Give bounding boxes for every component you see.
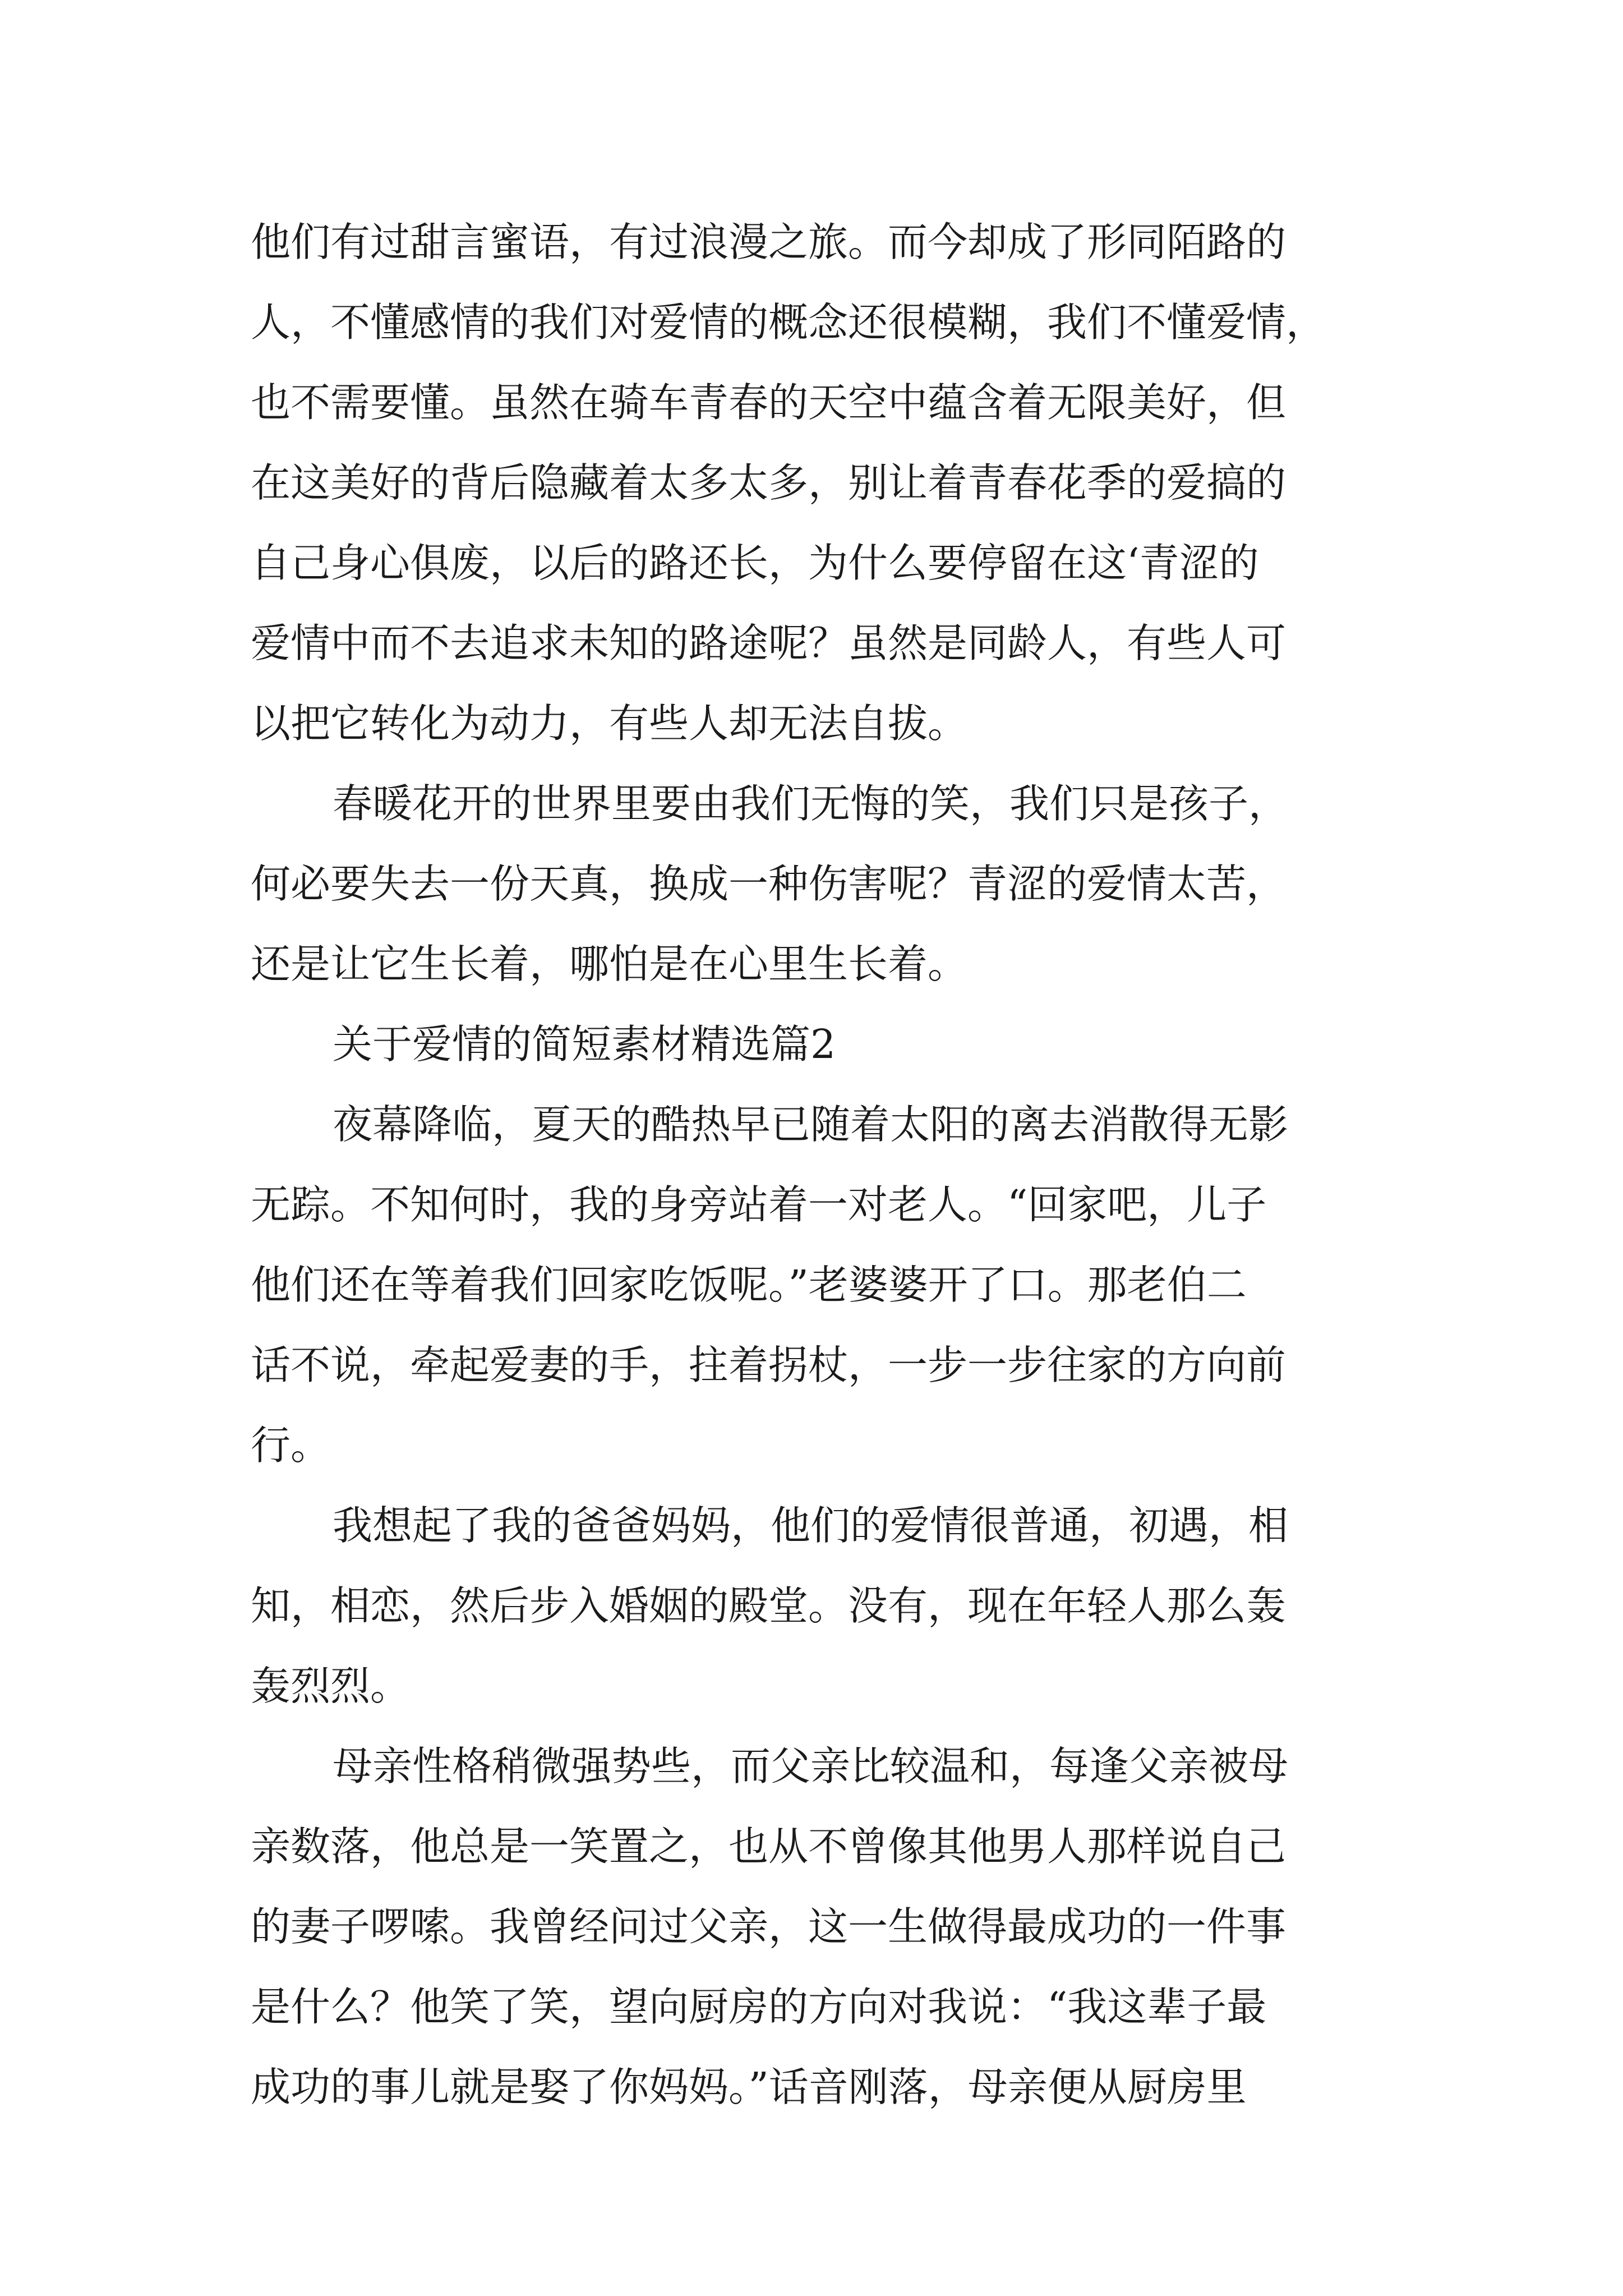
text-line: 他们还在等着我们回家吃饭呢。”老婆婆开了口。那老伯二 bbox=[251, 1262, 1247, 1308]
text-line: 何必要失去一份天真，换成一种伤害呢？青涩的爱情太苦， bbox=[251, 861, 1287, 907]
text-line: 在这美好的背后隐藏着太多太多，别让着青春花季的爱搞的 bbox=[251, 459, 1287, 506]
text-line: 以把它转化为动力，有些人却无法自拔。 bbox=[251, 700, 968, 747]
text-line: 成功的事儿就是娶了你妈妈。”话音刚落，母亲便从厨房里 bbox=[251, 2064, 1247, 2110]
text-line: 是什么？他笑了笑，望向厨房的方向对我说：“我这辈子最 bbox=[251, 1984, 1267, 2030]
text-line: 的妻子啰嗦。我曾经问过父亲，这一生做得最成功的一件事 bbox=[251, 1903, 1287, 1950]
text-line: 话不说，牵起爱妻的手，拄着拐杖，一步一步往家的方向前 bbox=[251, 1342, 1287, 1388]
paragraph-start-line: 我想起了我的爸爸妈妈，他们的爱情很普通，初遇，相 bbox=[333, 1502, 1289, 1549]
text-line: 知，相恋，然后步入婚姻的殿堂。没有，现在年轻人那么轰 bbox=[251, 1582, 1287, 1629]
text-line: 轰烈烈。 bbox=[251, 1663, 411, 1709]
paragraph-start-line: 母亲性格稍微强势些，而父亲比较温和，每逢父亲被母 bbox=[333, 1743, 1289, 1789]
text-line: 行。 bbox=[251, 1422, 331, 1469]
text-line: 无踪。不知何时，我的身旁站着一对老人。“回家吧，儿子 bbox=[251, 1181, 1267, 1228]
text-line: 还是让它生长着，哪怕是在心里生长着。 bbox=[251, 941, 968, 987]
section-heading: 关于爱情的简短素材精选篇2 bbox=[333, 1021, 836, 1068]
text-line: 自己身心俱废，以后的路还长，为什么要停留在这‘青涩的 bbox=[251, 540, 1259, 586]
text-line: 他们有过甜言蜜语，有过浪漫之旅。而今却成了形同陌路的 bbox=[251, 219, 1287, 265]
paragraph-start-line: 春暖花开的世界里要由我们无悔的笑，我们只是孩子， bbox=[333, 780, 1289, 827]
text-line: 爱情中而不去追求未知的路途呢？虽然是同龄人，有些人可 bbox=[251, 620, 1287, 666]
text-line: 人，不懂感情的我们对爱情的概念还很模糊，我们不懂爱情， bbox=[251, 299, 1326, 346]
paragraph-start-line: 夜幕降临，夏天的酷热早已随着太阳的离去消散得无影 bbox=[333, 1101, 1289, 1148]
text-line: 亲数落，他总是一笑置之，也从不曾像其他男人那样说自己 bbox=[251, 1823, 1287, 1870]
body-text bbox=[251, 202, 1372, 2127]
text-line: 也不需要懂。虽然在骑车青春的天空中蕴含着无限美好，但 bbox=[251, 379, 1287, 426]
